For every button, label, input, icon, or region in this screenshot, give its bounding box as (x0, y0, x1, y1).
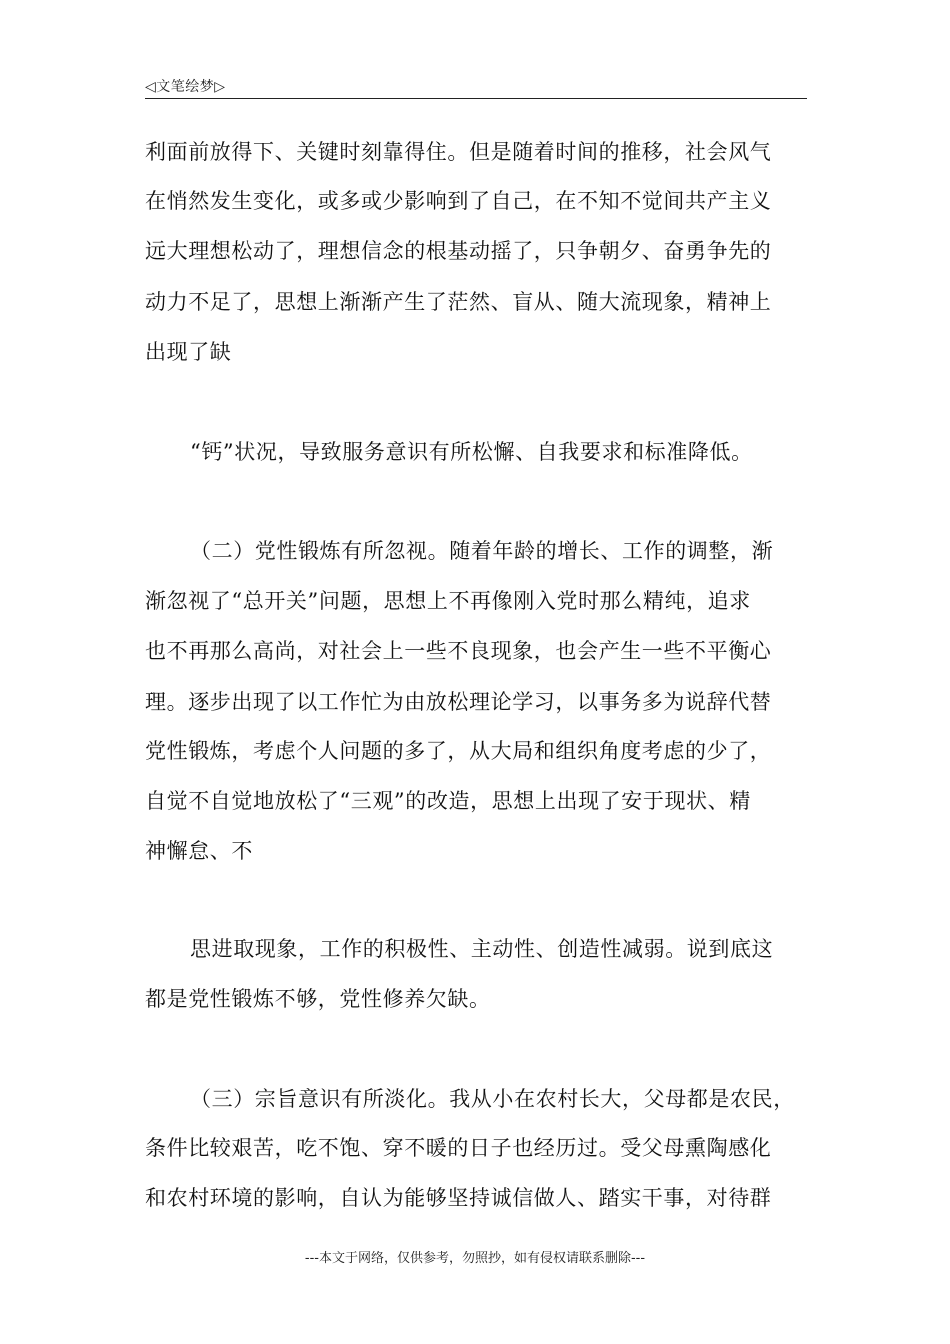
page-header (145, 72, 807, 99)
body-text-line: 出现了缺 (145, 340, 232, 364)
body-text-line: 也不再那么高尚，对社会上一些不良现象，也会产生一些不平衡心 (145, 639, 772, 663)
header-title: ◁文笔绘梦▷ (145, 79, 226, 95)
body-text-line: 自觉不自觉地放松了“三观”的改造，思想上出现了安于现状、精 (145, 789, 751, 813)
body-text-line: 在悄然发生变化，或多或少影响到了自己，在不知不觉间共产主义 (145, 189, 772, 213)
body-text-line: 神懈怠、不 (145, 839, 253, 863)
footer-disclaimer: ---本文于网络，仅供参考，勿照抄，如有侵权请联系删除--- (304, 1251, 646, 1266)
body-text-line: 动力不足了，思想上渐渐产生了茫然、盲从、随大流现象，精神上 (145, 290, 772, 314)
body-text-line: 党性锻炼，考虑个人问题的多了，从大局和组织角度考虑的少了， (145, 739, 772, 763)
section-heading-line: （二）党性锻炼有所忽视。随着年龄的增长、工作的调整，渐 (190, 539, 774, 563)
body-text-line: 渐忽视了“总开关”问题，思想上不再像刚入党时那么精纯，追求 (145, 589, 751, 613)
body-text-line: 利面前放得下、关键时刻靠得住。但是随着时间的推移，社会风气 (145, 140, 772, 164)
body-text-line: 条件比较艰苦，吃不饱、穿不暖的日子也经历过。受父母熏陶感化 (145, 1136, 772, 1160)
body-text-line: 都是党性锻炼不够，党性修养欠缺。 (145, 987, 491, 1011)
body-text-line: 和农村环境的影响，自认为能够坚持诚信做人、踏实干事，对待群 (145, 1186, 772, 1210)
body-text-line: 思进取现象，工作的积极性、主动性、创造性减弱。说到底这 (190, 937, 774, 961)
body-text-line: 远大理想松动了，理想信念的根基动摇了，只争朝夕、奋勇争先的 (145, 239, 772, 263)
body-text-line: “钙”状况，导致服务意识有所松懈、自我要求和标准降低。 (190, 440, 753, 464)
section-heading-line: （三）宗旨意识有所淡化。我从小在农村长大，父母都是农民， (190, 1087, 795, 1111)
body-text-line: 理。逐步出现了以工作忙为由放松理论学习，以事务多为说辞代替 (145, 690, 772, 714)
